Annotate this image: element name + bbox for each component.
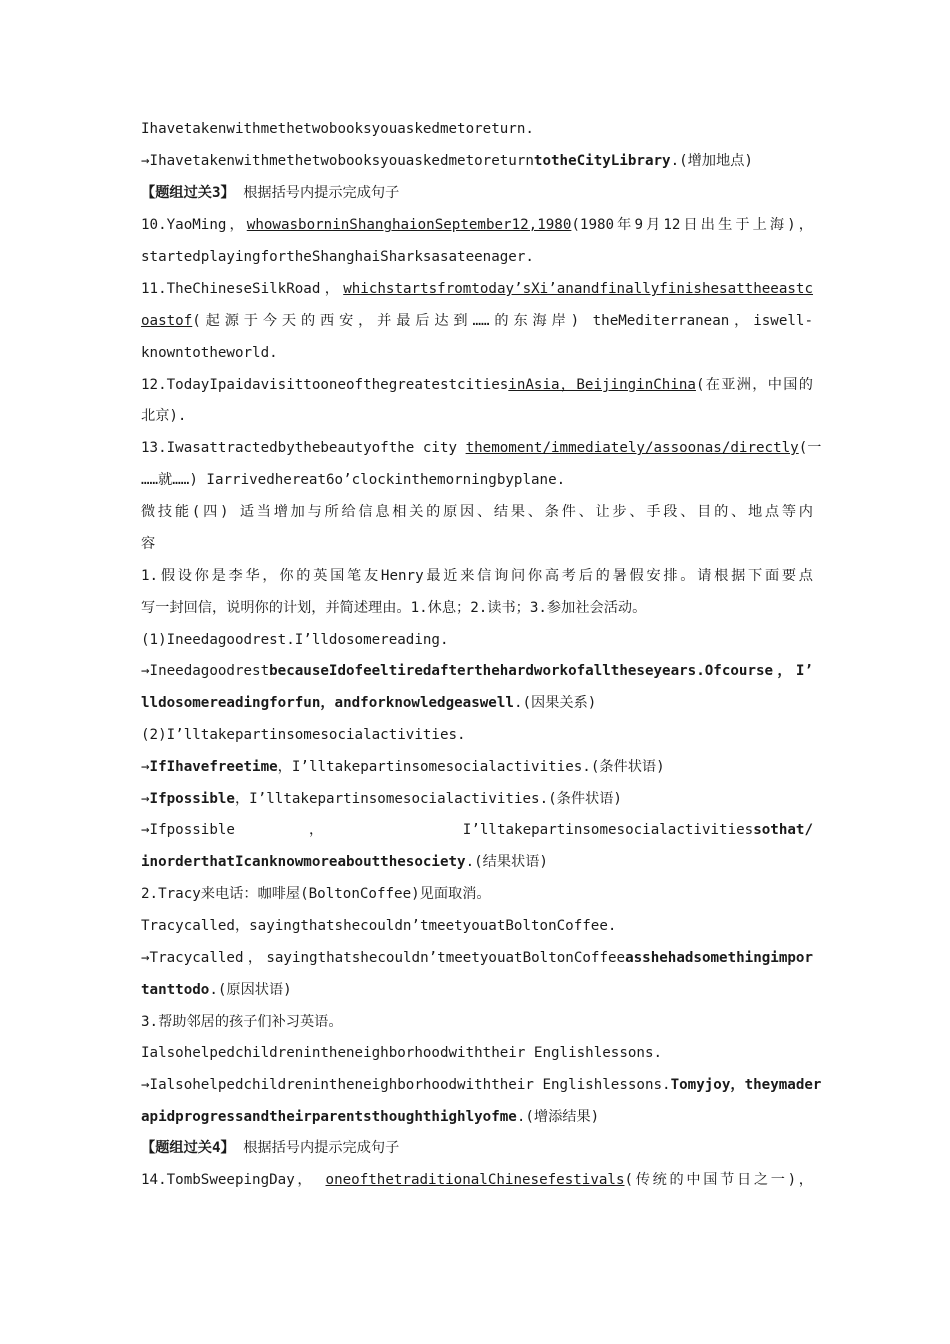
text-line [141, 1075, 822, 1095]
text-segment: → [141, 791, 150, 807]
bold-answer: totheCityLibrary [533, 153, 671, 169]
text-segment: →Ialsohelpedchildrenintheneighborhoodwiththeir Englishlessons. [141, 1077, 671, 1093]
bold-answer: tanttodo [141, 982, 210, 998]
bold-answer: sothat/ [753, 822, 813, 838]
text-line [141, 1043, 813, 1063]
text-segment: 根据括号内提示完成句子 [234, 185, 400, 201]
text-segment: Ihavetakenwithmethetwobooksyouaskedmetoreturn. [141, 121, 534, 137]
text-segment: ，I’lltakepartinsomesocialactivities.(条件状语) [234, 791, 622, 807]
text-line [141, 119, 813, 139]
bold-answer: inorderthatIcanknowmoreaboutthesociety [141, 854, 466, 870]
text-line [141, 1170, 813, 1190]
underlined-answer: inAsia，BeijinginChina [508, 377, 696, 393]
text-segment: (传统的中国节日之一)， [624, 1172, 813, 1188]
text-segment: (1)Ineedagoodrest.I’lldosomereading. [141, 632, 449, 648]
bold-answer: IfIhavefreetime [149, 759, 278, 775]
text-line [141, 534, 813, 554]
text-segment: knowntotheworld. [141, 345, 278, 361]
text-segment: → [141, 759, 150, 775]
text-segment: (2)I’lltakepartinsomesocialactivities. [141, 727, 466, 743]
text-segment: 12.TodayIpaidavisittooneofthegreatestcities [141, 377, 509, 393]
text-line [141, 980, 813, 1000]
text-segment: .(增加地点) [670, 153, 753, 169]
text-line [141, 311, 813, 331]
text-line [141, 502, 813, 522]
text-segment: →Ineedagoodrest [141, 663, 270, 679]
text-line [141, 916, 813, 936]
text-segment: 11.TheChineseSilkRoad， [141, 281, 344, 297]
text-segment: (1980年9月12日出生于上海)， [571, 217, 813, 233]
text-line [141, 1107, 813, 1127]
text-segment: ，I’lltakepartinsomesocialactivities.(条件状语) [277, 759, 665, 775]
bold-answer: 【题组过关4】 [141, 1140, 235, 1156]
text-segment: .(原因状语) [209, 982, 292, 998]
text-line [141, 852, 813, 872]
text-segment: .(因果关系) [513, 695, 597, 711]
underlined-answer: oastof [141, 313, 193, 329]
text-segment: 容 [141, 536, 156, 552]
text-segment: 1.假设你是李华，你的英国笔友Henry最近来信询问你高考后的暑假安排。请根据下面要点 [141, 568, 813, 584]
text-line [141, 470, 813, 490]
text-segment: startedplayingfortheShanghaiSharksasateenager. [141, 249, 534, 265]
underlined-answer: whowasborninShanghaionSeptember12,1980 [246, 217, 572, 233]
underlined-answer: oneofthetraditionalChinesefestivals [325, 1172, 625, 1188]
text-line [141, 247, 813, 267]
text-line [141, 1138, 813, 1158]
underlined-answer: whichstartsfromtoday’sXi’anandfinallyfinishesattheeastc [343, 281, 813, 297]
bold-answer: lldosomereadingforfun，andforknowledgeaswell [141, 695, 514, 711]
text-line [141, 725, 813, 745]
text-line [141, 215, 813, 235]
text-segment: (起源于今天的西安，并最后达到……的东海岸) theMediterranean，iswell- [192, 313, 813, 329]
text-segment: →Ifpossible ， I’lltakepartinsomesocialactivities [141, 822, 754, 838]
text-line [141, 884, 813, 904]
text-segment: (一 [798, 440, 822, 456]
text-segment: Ialsohelpedchildrenintheneighborhoodwiththeir Englishlessons. [141, 1045, 663, 1061]
text-segment: 3.帮助邻居的孩子们补习英语。 [141, 1014, 343, 1030]
text-line [141, 151, 813, 171]
text-line [141, 693, 813, 713]
text-line [141, 183, 813, 203]
text-line [141, 820, 813, 840]
text-segment: 14.TombSweepingDay， [141, 1172, 326, 1188]
text-line [141, 438, 822, 458]
text-line [141, 757, 813, 777]
text-line [141, 1012, 813, 1032]
text-segment: .(增添结果) [516, 1109, 600, 1125]
text-segment: 写一封回信，说明你的计划，并简述理由。1.休息；2.读书；3.参加社会活动。 [141, 600, 647, 616]
text-line [141, 375, 813, 395]
bold-answer: 【题组过关3】 [141, 185, 235, 201]
text-segment: →Ihavetakenwithmethetwobooksyouaskedmetoreturn [141, 153, 534, 169]
text-segment: .(结果状语) [465, 854, 548, 870]
text-segment: 微技能(四) 适当增加与所给信息相关的原因、结果、条件、让步、手段、目的、地点等内 [141, 504, 813, 520]
underlined-answer: themoment/immediately/assoonas/directly [465, 440, 799, 456]
bold-answer: Tomyjoy，theymader [670, 1077, 822, 1093]
text-line [141, 279, 813, 299]
text-segment: ……就……) Iarrivedhereat6o’clockinthemorningbyplane. [141, 472, 566, 488]
bold-answer: Ifpossible [149, 791, 235, 807]
text-line [141, 343, 813, 363]
text-segment: 根据括号内提示完成句子 [234, 1140, 400, 1156]
text-segment: 北京). [141, 408, 187, 424]
text-segment: →Tracycalled，sayingthatshecouldn’tmeetyouatBoltonCoffee [141, 950, 626, 966]
text-line [141, 948, 813, 968]
text-line [141, 566, 813, 586]
text-line [141, 598, 813, 618]
bold-answer: apidprogressandtheirparentsthoughthighlyofme [141, 1109, 517, 1125]
text-segment: 2.Tracy来电话：咖啡屋(BoltonCoffee)见面取消。 [141, 886, 491, 902]
text-line [141, 789, 813, 809]
text-segment: 13.Iwasattractedbythebeautyofthe city [141, 440, 466, 456]
bold-answer: becauseIdofeeltiredafterthehardworkofalltheseyears.Ofcourse，I’ [269, 663, 813, 679]
text-line [141, 630, 813, 650]
bold-answer: asshehadsomethingimpor [625, 950, 813, 966]
text-segment: Tracycalled，sayingthatshecouldn’tmeetyouatBoltonCoffee. [141, 918, 617, 934]
text-segment: 10.YaoMing， [141, 217, 247, 233]
text-line [141, 406, 813, 426]
text-line [141, 661, 813, 681]
text-segment: (在亚洲，中国的 [695, 377, 813, 393]
